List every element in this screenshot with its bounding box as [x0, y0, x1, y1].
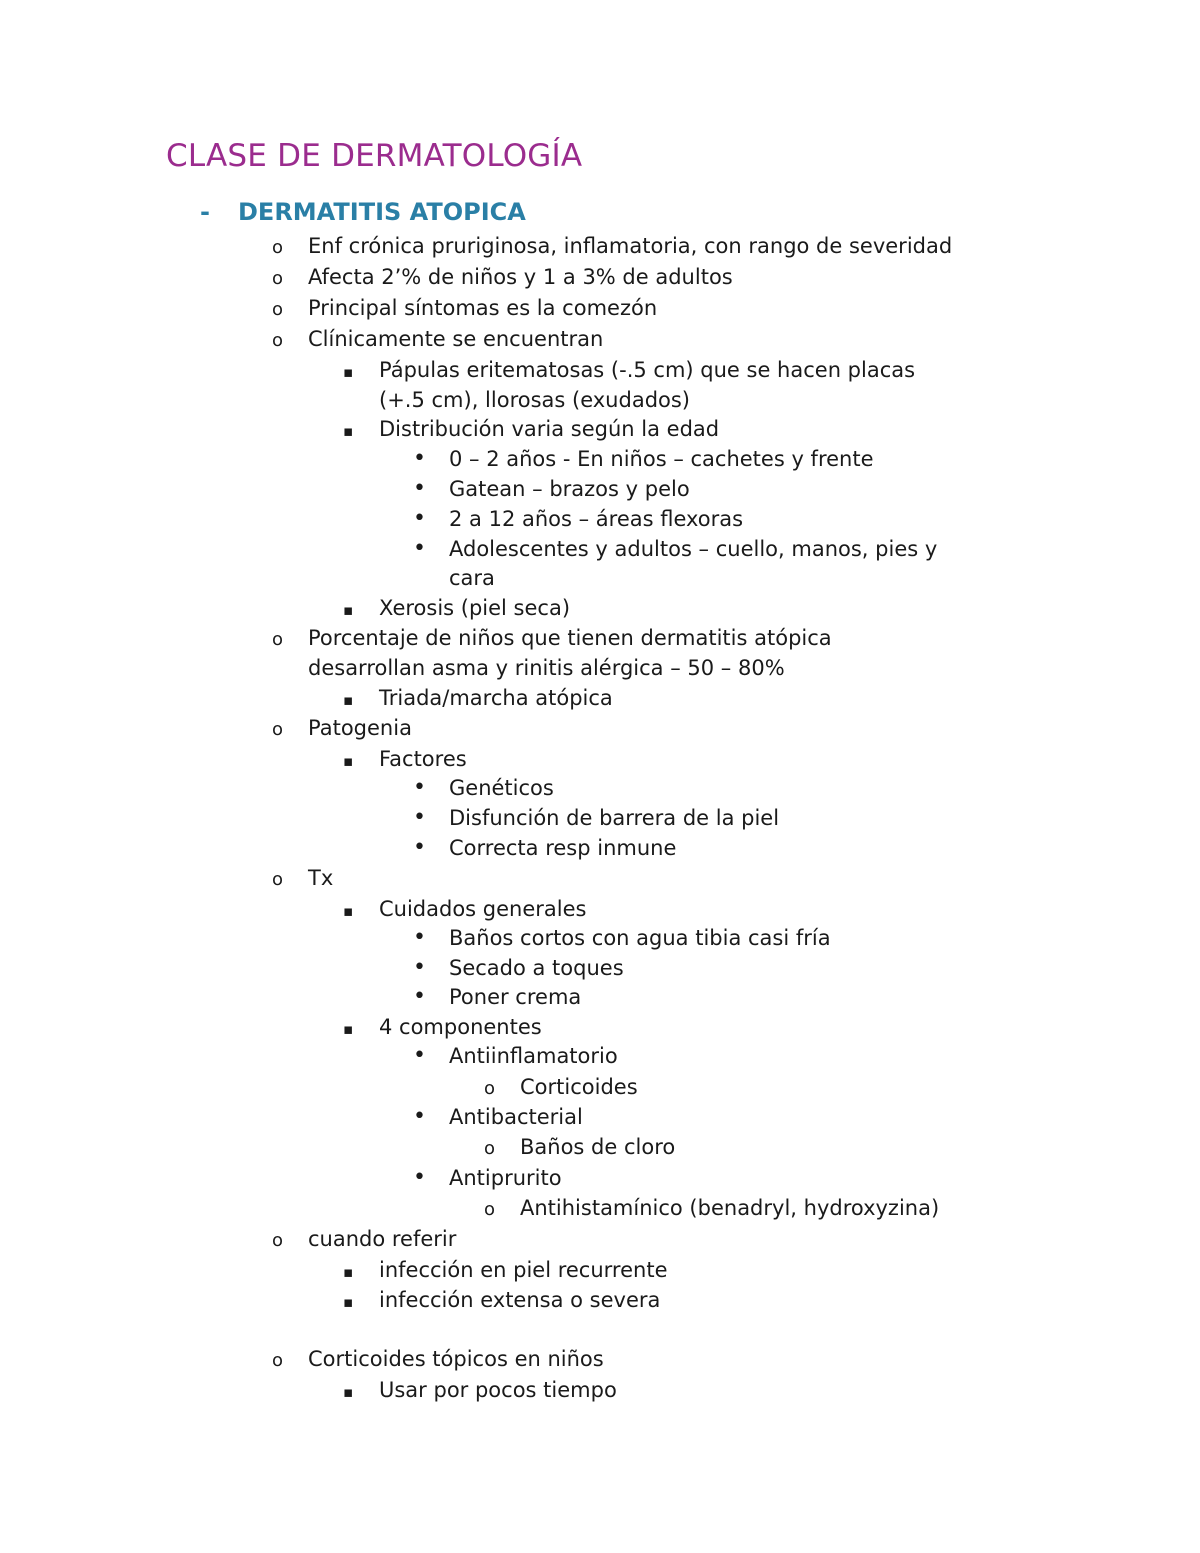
square-bullet-icon: ▪ [343, 902, 354, 920]
dot-bullet-icon: • [413, 805, 426, 830]
list-item: 0 – 2 años - En niños – cachetes y frente [449, 447, 874, 471]
square-bullet-icon: ▪ [343, 1263, 354, 1281]
list-item: Factores [379, 747, 467, 771]
dot-bullet-icon: • [413, 925, 426, 950]
list-item: Tx [308, 866, 334, 890]
circle-bullet-icon: o [272, 268, 284, 289]
dot-bullet-icon: • [413, 536, 426, 561]
list-item: 2 a 12 años – áreas flexoras [449, 507, 744, 531]
square-bullet-icon: ▪ [343, 1020, 354, 1038]
square-bullet-icon: ▪ [343, 1293, 354, 1311]
circle-bullet-icon: o [484, 1138, 496, 1159]
square-bullet-icon: ▪ [343, 363, 354, 381]
list-item: Enf crónica pruriginosa, inflamatoria, con rango de severidad [308, 234, 953, 258]
dot-bullet-icon: • [413, 775, 426, 800]
circle-bullet-icon: o [272, 237, 284, 258]
square-bullet-icon: ▪ [343, 601, 354, 619]
list-item: Usar por pocos tiempo [379, 1378, 617, 1402]
list-item: Adolescentes y adultos – cuello, manos, pies y [449, 537, 938, 561]
list-item: Patogenia [308, 716, 412, 740]
list-item: cuando referir [308, 1227, 457, 1251]
dot-bullet-icon: • [413, 1104, 426, 1129]
list-item: Pápulas eritematosas (-.5 cm) que se hacen placas [379, 358, 916, 382]
circle-bullet-icon: o [272, 1230, 284, 1251]
dot-bullet-icon: • [413, 1043, 426, 1068]
circle-bullet-icon: o [272, 330, 284, 351]
list-item: 4 componentes [379, 1015, 542, 1039]
list-item: Triada/marcha atópica [379, 686, 613, 710]
list-item-continuation: desarrollan asma y rinitis alérgica – 50 – 80% [308, 656, 785, 680]
dot-bullet-icon: • [413, 476, 426, 501]
list-item: Gatean – brazos y pelo [449, 477, 690, 501]
dash-marker: - [200, 198, 210, 226]
section-heading-text: DERMATITIS ATOPICA [238, 198, 526, 226]
list-item: Antihistamínico (benadryl, hydroxyzina) [520, 1196, 940, 1220]
circle-bullet-icon: o [272, 719, 284, 740]
list-item-continuation: (+.5 cm), llorosas (exudados) [379, 388, 691, 412]
list-item: Antiprurito [449, 1166, 562, 1190]
page-title: CLASE DE DERMATOLOGÍA [166, 138, 583, 174]
list-item: infección en piel recurrente [379, 1258, 668, 1282]
list-item: Corticoides [520, 1075, 638, 1099]
list-item: Antiinflamatorio [449, 1044, 618, 1068]
list-item: Baños cortos con agua tibia casi fría [449, 926, 831, 950]
list-item: Disfunción de barrera de la piel [449, 806, 780, 830]
list-item: Distribución varia según la edad [379, 417, 720, 441]
section-heading [200, 198, 526, 226]
square-bullet-icon: ▪ [343, 422, 354, 440]
dot-bullet-icon: • [413, 984, 426, 1009]
list-item: Corticoides tópicos en niños [308, 1347, 604, 1371]
list-item: Genéticos [449, 776, 554, 800]
circle-bullet-icon: o [272, 1350, 284, 1371]
list-item: Principal síntomas es la comezón [308, 296, 658, 320]
list-item: Porcentaje de niños que tienen dermatitis atópica [308, 626, 832, 650]
dot-bullet-icon: • [413, 506, 426, 531]
list-item: Poner crema [449, 985, 582, 1009]
dot-bullet-icon: • [413, 1165, 426, 1190]
list-item: Baños de cloro [520, 1135, 676, 1159]
dot-bullet-icon: • [413, 835, 426, 860]
list-item: Correcta resp inmune [449, 836, 677, 860]
list-item: Antibacterial [449, 1105, 583, 1129]
circle-bullet-icon: o [484, 1199, 496, 1220]
square-bullet-icon: ▪ [343, 691, 354, 709]
square-bullet-icon: ▪ [343, 1383, 354, 1401]
list-item: infección extensa o severa [379, 1288, 661, 1312]
circle-bullet-icon: o [484, 1078, 496, 1099]
list-item-continuation: cara [449, 566, 495, 590]
list-item: Xerosis (piel seca) [379, 596, 571, 620]
circle-bullet-icon: o [272, 299, 284, 320]
list-item: Clínicamente se encuentran [308, 327, 604, 351]
dot-bullet-icon: • [413, 446, 426, 471]
square-bullet-icon: ▪ [343, 752, 354, 770]
list-item: Cuidados generales [379, 897, 587, 921]
circle-bullet-icon: o [272, 869, 284, 890]
list-item: Afecta 2’% de niños y 1 a 3% de adultos [308, 265, 733, 289]
circle-bullet-icon: o [272, 629, 284, 650]
dot-bullet-icon: • [413, 955, 426, 980]
list-item: Secado a toques [449, 956, 624, 980]
